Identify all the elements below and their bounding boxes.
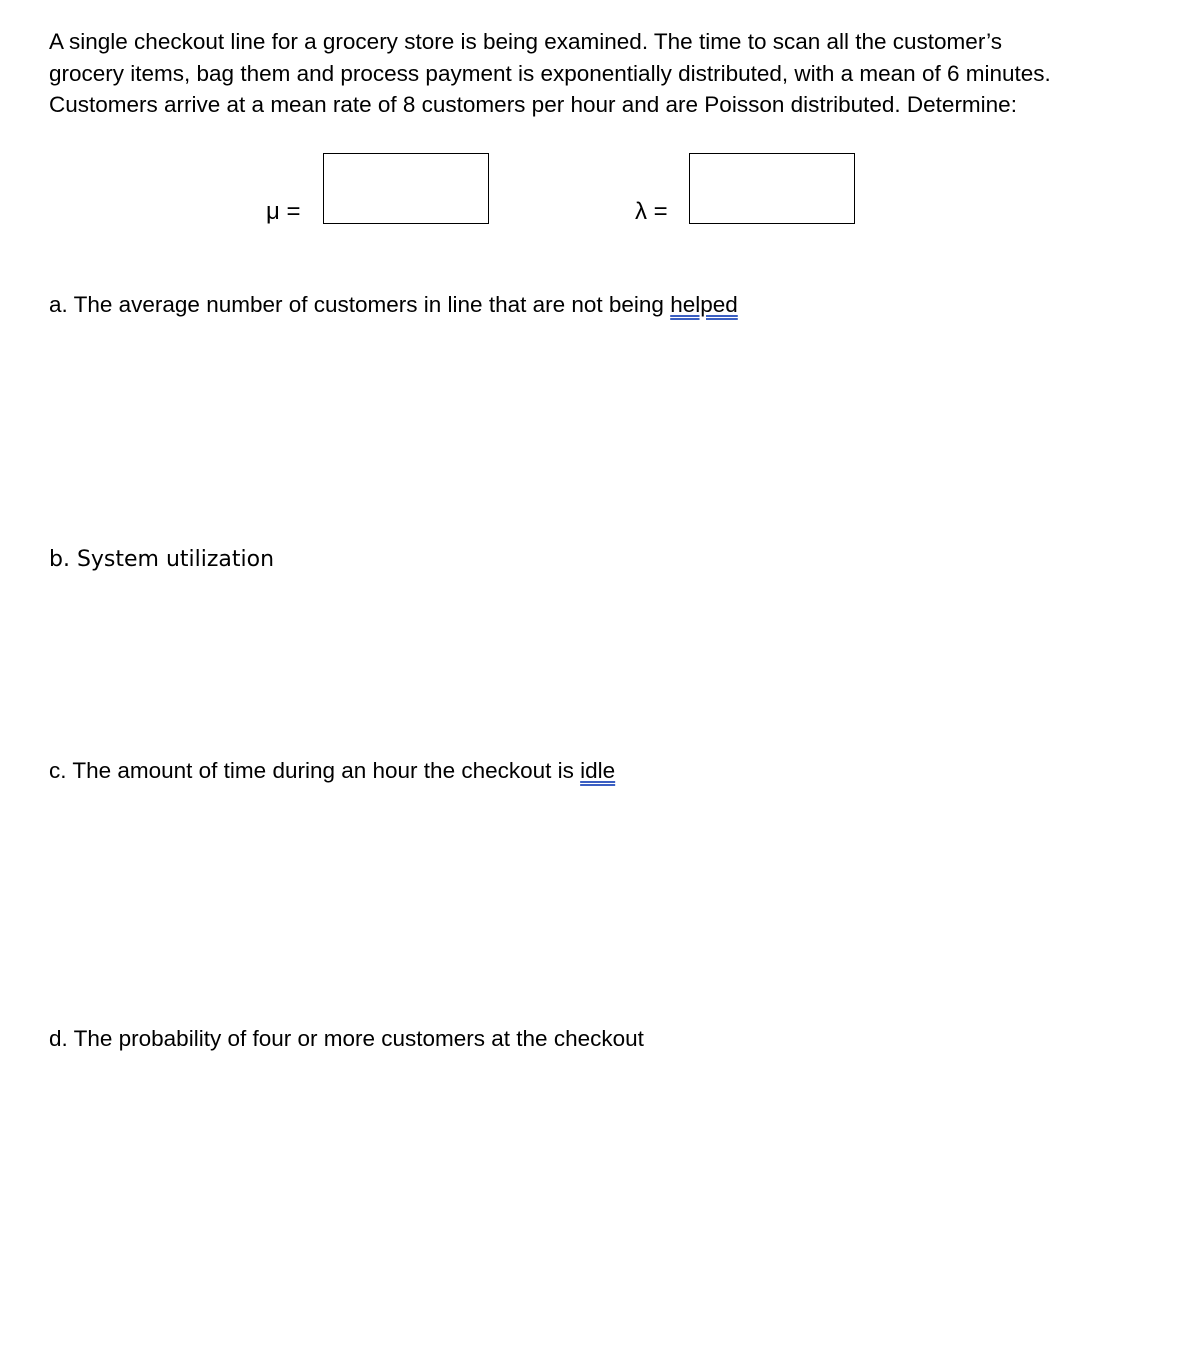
question-d-text: d. The probability of four or more customers at the checkout	[49, 1026, 644, 1051]
question-a-flagged-word: helped	[670, 292, 738, 317]
problem-line-3: Customers arrive at a mean rate of 8 customers per hour and are Poisson distributed. Determine:	[49, 92, 1017, 117]
mu-answer-box[interactable]	[323, 153, 489, 224]
question-a-text: a. The average number of customers in line that are not being	[49, 292, 671, 317]
problem-statement	[49, 26, 1149, 121]
question-c	[49, 757, 615, 785]
question-b-text: b. System utilization	[49, 547, 275, 572]
problem-line-1: A single checkout line for a grocery store is being examined. The time to scan all the customer’s	[49, 29, 1002, 54]
question-c-text: c. The amount of time during an hour the checkout is	[49, 758, 581, 783]
question-b	[49, 546, 274, 574]
lambda-label: λ =	[635, 198, 668, 225]
question-d	[49, 1025, 644, 1053]
question-c-flagged-word: idle	[580, 758, 616, 783]
problem-line-2: grocery items, bag them and process payment is exponentially distributed, with a mean of 6 minutes.	[49, 60, 1051, 86]
question-a	[49, 291, 738, 319]
mu-label: μ =	[266, 198, 301, 225]
lambda-answer-box[interactable]	[689, 153, 855, 224]
